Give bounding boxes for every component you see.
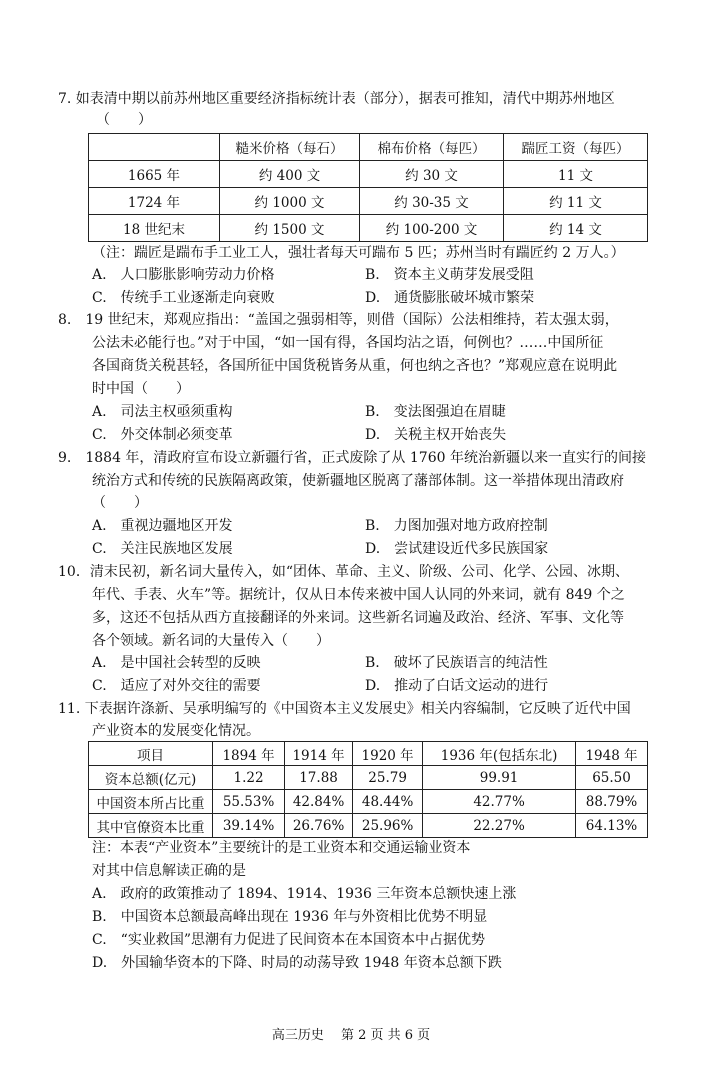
table-cell: 17.88 bbox=[285, 766, 353, 790]
table-header-cell bbox=[89, 134, 220, 161]
q9-option-d[interactable]: D. 尝试建设近代多民族国家 bbox=[365, 541, 549, 557]
table-row bbox=[89, 188, 648, 215]
q8-option-a[interactable]: A. 司法主权亟须重构 bbox=[92, 404, 233, 420]
q11-option-d[interactable]: D. 外国输华资本的下降、时局的动荡导致 1948 年资本总额下跌 bbox=[92, 955, 502, 971]
q8-option-b[interactable]: B. 变法图强迫在眉睫 bbox=[365, 404, 506, 420]
q8-stem-line-4: 时中国（ ） bbox=[92, 381, 190, 397]
table-cell: 55.53% bbox=[213, 790, 285, 814]
q8-stem-line-3: 各国商货关税甚轻，各国所征中国货税皆务从重，何也纳之吝也？”郑观应意在说明此 bbox=[92, 358, 618, 374]
q11-stem-line-2: 产业资本的发展变化情况。 bbox=[92, 723, 260, 739]
table-header-cell: 糙米价格（每石） bbox=[219, 134, 359, 161]
q9-option-a[interactable]: A. 重视边疆地区开发 bbox=[92, 518, 233, 534]
q7-note: （注：踹匠是踹布手工业工人，强壮者每天可踹布 5 匹；苏州当时有踹匠约 2 万人。） bbox=[92, 245, 625, 261]
q11-stem-line-1: 11. 下表据许涤新、吴承明编写的《中国资本主义发展史》相关内容编制，它反映了近代中国 bbox=[58, 701, 631, 717]
table-header-cell: 1948 年 bbox=[576, 742, 648, 766]
table-cell: 约 1500 文 bbox=[219, 215, 359, 242]
table-row bbox=[89, 814, 648, 838]
table-cell: 42.77% bbox=[423, 790, 576, 814]
table-cell: 99.91 bbox=[423, 766, 576, 790]
table-header-cell: 棉布价格（每匹） bbox=[360, 134, 504, 161]
table-cell: 22.27% bbox=[423, 814, 576, 838]
q10-option-b[interactable]: B. 破坏了民族语言的纯洁性 bbox=[365, 655, 548, 671]
table-cell: 64.13% bbox=[576, 814, 648, 838]
table-row bbox=[89, 215, 648, 242]
page-footer: 高三历史 第 2 页 共 6 页 bbox=[271, 1028, 431, 1043]
table-header-cell: 1914 年 bbox=[285, 742, 353, 766]
table-cell: 其中官僚资本比重 bbox=[89, 814, 213, 838]
q10-option-c[interactable]: C. 适应了对外交往的需要 bbox=[92, 678, 261, 694]
table-cell: 11 文 bbox=[504, 161, 648, 188]
q9-stem-line-2: 统治方式和传统的民族隔离政策，使新疆地区脱离了藩部体制。这一举措体现出清政府 bbox=[92, 473, 624, 489]
q9-stem-line-3: （ ） bbox=[92, 495, 148, 511]
q9-stem-line-1: 9. 1884 年，清政府宣布设立新疆行省，正式废除了从 1760 年统治新疆以来一直实行的间接 bbox=[58, 450, 646, 466]
table-cell: 26.76% bbox=[285, 814, 353, 838]
table-cell: 1.22 bbox=[213, 766, 285, 790]
table-header-cell: 项目 bbox=[89, 742, 213, 766]
q7-stem-line-2: （ ） bbox=[96, 112, 152, 128]
table-header-cell: 踹匠工资（每匹） bbox=[504, 134, 648, 161]
q9-option-b[interactable]: B. 力图加强对地方政府控制 bbox=[365, 518, 548, 534]
q11-option-b[interactable]: B. 中国资本总额最高峰出现在 1936 年与外资相比优势不明显 bbox=[92, 909, 488, 925]
q10-stem-line-4: 各个领域。新名词的大量传入（ ） bbox=[92, 633, 330, 649]
table-cell: 48.44% bbox=[353, 790, 423, 814]
q8-option-c[interactable]: C. 外交体制必须变革 bbox=[92, 427, 233, 443]
q11-option-a[interactable]: A. 政府的政策推动了 1894、1914、1936 三年资本总额快速上涨 bbox=[92, 886, 517, 902]
table-cell: 中国资本所占比重 bbox=[89, 790, 213, 814]
table-row bbox=[89, 161, 648, 188]
q7-option-a[interactable]: A. 人口膨胀影响劳动力价格 bbox=[92, 267, 275, 283]
table-cell: 约 11 文 bbox=[504, 188, 648, 215]
table-cell: 1665 年 bbox=[89, 161, 220, 188]
q9-option-c[interactable]: C. 关注民族地区发展 bbox=[92, 541, 233, 557]
table-cell: 39.14% bbox=[213, 814, 285, 838]
table-cell: 约 30 文 bbox=[360, 161, 504, 188]
q11-note: 注：本表“产业资本”主要统计的是工业资本和交通运输业资本 bbox=[92, 840, 471, 856]
table-header-row bbox=[89, 742, 648, 766]
table-header-cell: 1936 年(包括东北) bbox=[423, 742, 576, 766]
q8-stem-line-1: 8. 19 世纪末，郑观应指出：“盖国之强弱相等，则借（国际）公法相维持，若太强太弱， bbox=[58, 312, 619, 328]
table-cell: 约 400 文 bbox=[219, 161, 359, 188]
table-cell: 约 100-200 文 bbox=[360, 215, 504, 242]
q11-lead: 对其中信息解读正确的是 bbox=[92, 863, 246, 879]
q10-stem-line-3: 多，这还不包括从西方直接翻译的外来词。这些新名词遍及政治、经济、军事、文化等 bbox=[92, 610, 624, 626]
table-cell: 约 30-35 文 bbox=[360, 188, 504, 215]
q10-stem-line-2: 年代、手表、火车”等。据统计，仅从日本传来被中国人认同的外来词，就有 849 个之 bbox=[92, 587, 625, 603]
table-cell: 25.96% bbox=[353, 814, 423, 838]
table-cell: 42.84% bbox=[285, 790, 353, 814]
table-row bbox=[89, 790, 648, 814]
q7-table bbox=[88, 133, 648, 242]
table-header-cell: 1920 年 bbox=[353, 742, 423, 766]
table-header-cell: 1894 年 bbox=[213, 742, 285, 766]
table-cell: 约 14 文 bbox=[504, 215, 648, 242]
q8-option-d[interactable]: D. 关税主权开始丧失 bbox=[365, 427, 507, 443]
table-header-row bbox=[89, 134, 648, 161]
q10-option-d[interactable]: D. 推动了白话文运动的进行 bbox=[365, 678, 549, 694]
q11-table bbox=[88, 741, 648, 838]
q11-option-c[interactable]: C. “实业救国”思潮有力促进了民间资本在本国资本中占据优势 bbox=[92, 932, 485, 948]
q7-option-b[interactable]: B. 资本主义萌芽发展受阻 bbox=[365, 267, 534, 283]
q10-stem-line-1: 10．清末民初，新名词大量传入，如“团体、革命、主义、阶级、公司、化学、公园、冰期、 bbox=[58, 564, 629, 580]
table-cell: 资本总额(亿元) bbox=[89, 766, 213, 790]
q7-stem-line-1: 7. 如表清中期以前苏州地区重要经济指标统计表（部分），据表可推知，清代中期苏州地区 bbox=[58, 91, 615, 107]
table-cell: 65.50 bbox=[576, 766, 648, 790]
table-cell: 18 世纪末 bbox=[89, 215, 220, 242]
q10-option-a[interactable]: A. 是中国社会转型的反映 bbox=[92, 655, 261, 671]
table-cell: 约 1000 文 bbox=[219, 188, 359, 215]
q8-stem-line-2: 公法未必能行也。”对于中国，“如一国有得，各国均沾之语，何例也？……中国所征 bbox=[92, 335, 604, 351]
table-row bbox=[89, 766, 648, 790]
table-cell: 88.79% bbox=[576, 790, 648, 814]
q7-option-c[interactable]: C. 传统手工业逐渐走向衰败 bbox=[92, 290, 275, 306]
q7-option-d[interactable]: D. 通货膨胀破坏城市繁荣 bbox=[365, 290, 535, 306]
table-cell: 1724 年 bbox=[89, 188, 220, 215]
table-cell: 25.79 bbox=[353, 766, 423, 790]
